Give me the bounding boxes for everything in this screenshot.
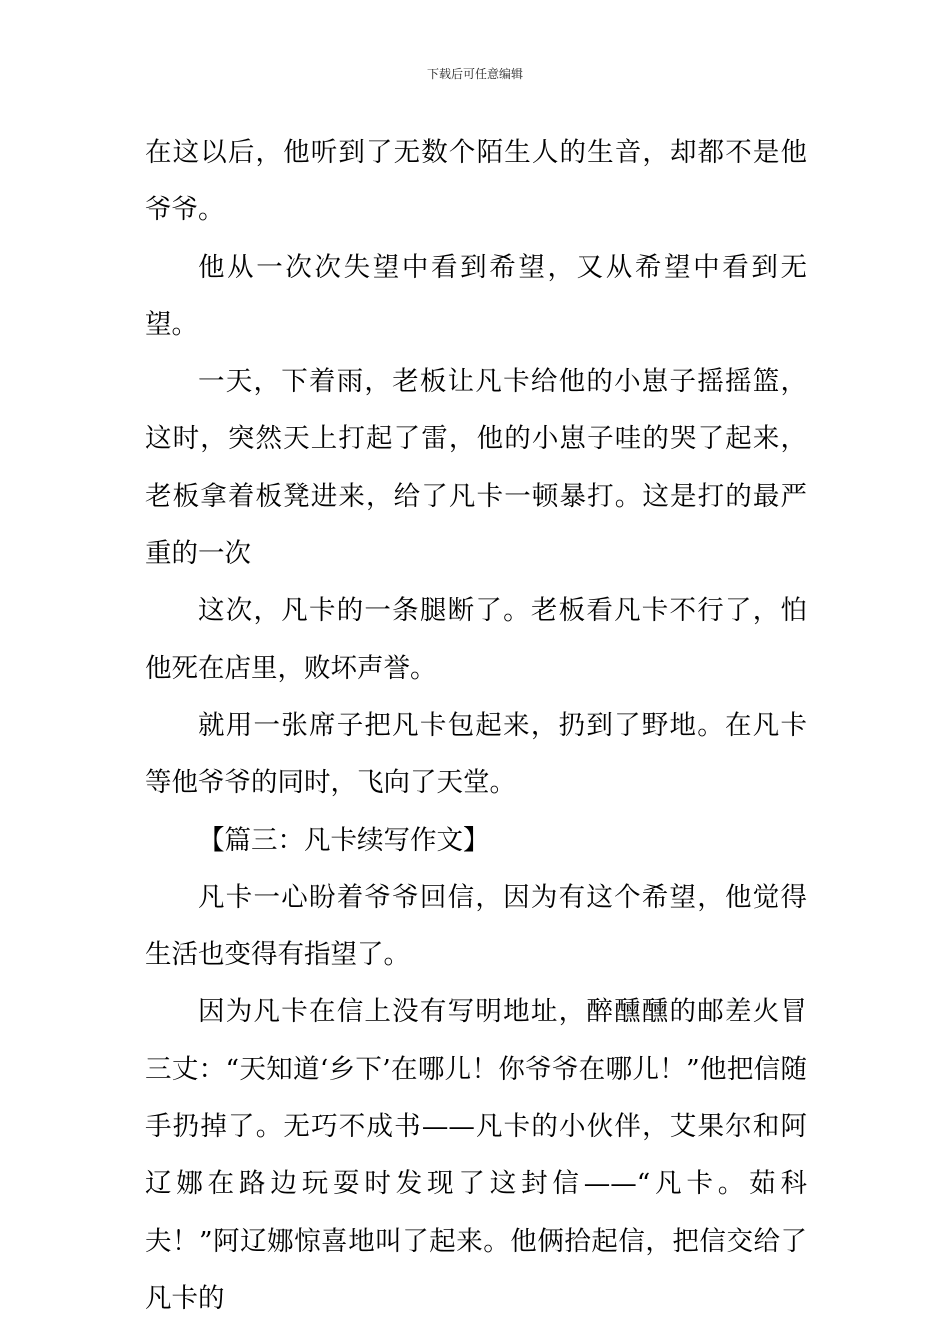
document-body (145, 124, 807, 1327)
paragraph-7: 因为凡卡在信上没有写明地址，醉醺醺的邮差火冒三丈：“天知道‘乡下’在哪儿！你爷爷在哪儿！”他把信随手扔掉了。无巧不成书——凡卡的小伙伴，艾果尔和阿辽娜在路边玩耍时发现了这封信——“凡卡。茹科夫！”阿辽娜惊喜地叫了起来。他俩拾起信，把信交给了凡卡的 (145, 996, 807, 1314)
paragraph-3: 一天，下着雨，老板让凡卡给他的小崽子摇摇篮，这时，突然天上打起了雷，他的小崽子哇的哭了起来，老板拿着板凳进来，给了凡卡一顿暴打。这是打的最严重的一次 (145, 366, 807, 570)
paragraph-4: 这次，凡卡的一条腿断了。老板看凡卡不行了，怕他死在店里，败坏声誉。 (145, 595, 807, 684)
paragraph-5: 就用一张席子把凡卡包起来，扔到了野地。在凡卡等他爷爷的同时，飞向了天堂。 (145, 709, 807, 799)
paragraph-1: 在这以后，他听到了无数个陌生人的生音，却都不是他爷爷。 (145, 137, 807, 226)
section-heading: 【篇三：凡卡续写作文】 (198, 824, 490, 856)
page-header: 下载后可任意编辑 (426, 67, 523, 81)
paragraph-6: 凡卡一心盼着爷爷回信，因为有这个希望，他觉得生活也变得有指望了。 (145, 881, 807, 971)
paragraph-2: 他从一次次失望中看到希望，又从希望中看到无望。 (145, 251, 807, 340)
